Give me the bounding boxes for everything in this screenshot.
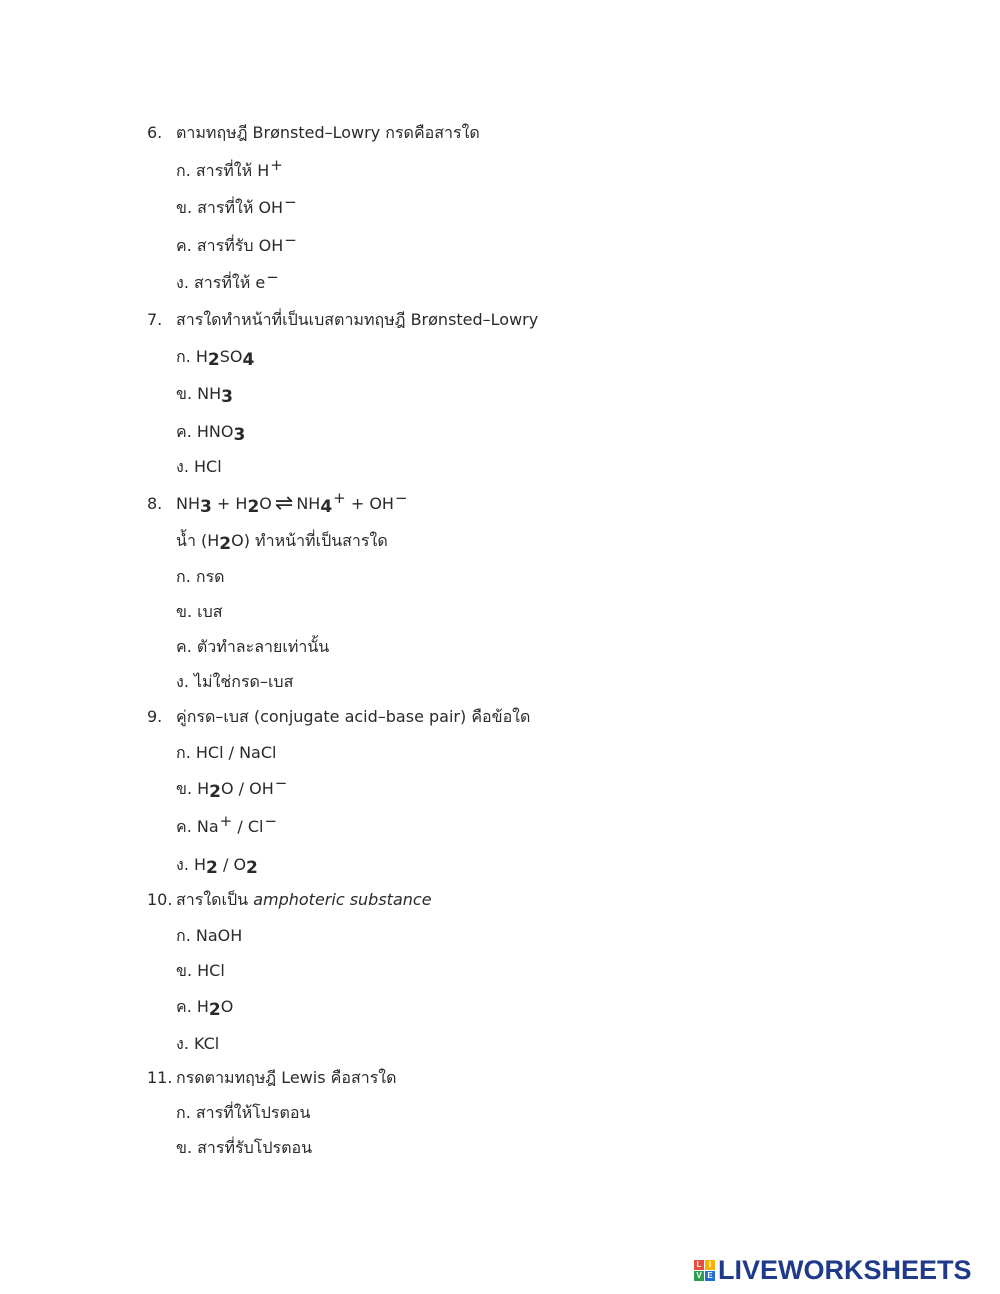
q10-option-a[interactable] (176, 925, 242, 947)
question-8-equation (147, 489, 408, 517)
question-text: คู่กรด–เบส (conjugate acid–base pair) คือข้อใด (176, 707, 531, 726)
superscript: + (270, 156, 283, 174)
option-text: ไม่ใช่กรด–เบส (194, 672, 294, 691)
formula-part: NH (176, 494, 200, 513)
superscript: + (219, 812, 233, 830)
q6-option-b[interactable] (176, 193, 297, 219)
formula-part: NH (197, 384, 222, 403)
subscript: 2 (246, 858, 258, 878)
option-text: สารที่รับโปรตอน (197, 1138, 313, 1157)
question-8-stem (176, 530, 388, 552)
question-number: 8. (147, 494, 163, 513)
q8-option-b[interactable] (176, 601, 223, 623)
q11-option-a[interactable] (176, 1102, 310, 1124)
brand-name: LIVEWORKSHEETS (718, 1254, 972, 1285)
q9-option-b[interactable] (176, 774, 288, 802)
subscript: 2 (209, 782, 221, 802)
option-text: กรด (195, 567, 225, 586)
question-11-stem (147, 1067, 397, 1089)
option-label: ง. (176, 672, 189, 691)
option-label: ก. (176, 743, 191, 762)
question-10-stem (147, 889, 432, 911)
option-text: สารที่ให้ e (194, 273, 266, 292)
superscript: + (333, 489, 346, 507)
option-label: ง. (176, 273, 189, 292)
option-label: ข. (176, 1138, 193, 1157)
option-label: ก. (176, 567, 191, 586)
q6-option-c[interactable] (176, 231, 297, 257)
subscript: 2 (247, 497, 260, 517)
q8-option-a[interactable] (176, 566, 225, 588)
option-text: สารที่รับ OH (196, 236, 284, 255)
option-text: เบส (197, 602, 223, 621)
option-label: ข. (176, 602, 193, 621)
subscript: 2 (206, 858, 218, 878)
subscript: 3 (233, 425, 246, 445)
question-number: 11. (147, 1068, 173, 1087)
option-text: NaOH (195, 926, 243, 945)
option-text: HCl (197, 961, 225, 980)
option-label: ค. (176, 422, 192, 441)
q10-option-d[interactable] (176, 1033, 219, 1055)
logo-mark-icon (694, 1260, 715, 1281)
formula-part: / Cl (232, 817, 264, 836)
option-label: ข. (176, 384, 193, 403)
logo-mark-tile: L (694, 1260, 704, 1270)
formula-part: O (259, 494, 272, 513)
option-label: ค. (176, 236, 192, 255)
q7-option-a[interactable] (176, 346, 254, 368)
formula-part: HCl (194, 457, 222, 476)
subscript: 3 (200, 497, 212, 517)
formula-part: SO (219, 347, 243, 366)
q10-option-b[interactable] (176, 960, 225, 982)
option-label: ก. (176, 347, 191, 366)
q9-option-a[interactable] (176, 742, 276, 764)
q7-option-d[interactable] (176, 456, 222, 478)
subscript: 3 (221, 387, 233, 407)
option-label: ค. (176, 817, 192, 836)
formula-part: O (220, 997, 234, 1016)
superscript: − (264, 812, 278, 830)
formula-part: O / OH (221, 779, 274, 798)
formula-part: H (197, 779, 210, 798)
question-text: กรดตามทฤษฎี Lewis คือสารใด (176, 1068, 397, 1087)
question-text: น้ำ (H (176, 531, 220, 550)
logo-mark-tile: V (694, 1271, 704, 1281)
q6-option-a[interactable] (176, 156, 283, 182)
question-number: 10. (147, 890, 173, 909)
subscript: 2 (219, 534, 232, 554)
option-label: ง. (176, 457, 189, 476)
equilibrium-arrow-icon: ⇌ (274, 491, 294, 516)
superscript: − (394, 489, 408, 507)
question-italic-term: amphoteric substance (253, 890, 432, 909)
subscript: 4 (242, 350, 255, 370)
option-label: ก. (176, 161, 191, 180)
formula-part: H (195, 347, 208, 366)
formula-part: HNO (196, 422, 234, 441)
option-label: ง. (176, 1034, 189, 1053)
logo-mark-tile: E (705, 1271, 715, 1281)
subscript: 2 (207, 350, 220, 370)
subscript: 4 (320, 497, 333, 517)
q11-option-b[interactable] (176, 1137, 312, 1159)
q7-option-b[interactable] (176, 383, 233, 405)
option-label: ข. (176, 961, 193, 980)
q7-option-c[interactable] (176, 421, 245, 443)
q8-option-c[interactable] (176, 636, 329, 658)
superscript: − (266, 268, 279, 286)
question-text: ตามทฤษฎี Brønsted–Lowry กรดคือสารใด (176, 123, 480, 142)
option-label: ค. (176, 637, 192, 656)
question-text: สารใดทำหน้าที่เป็นเบสตามทฤษฎี Brønsted–Lowry (176, 310, 539, 329)
superscript: − (284, 193, 297, 211)
question-number: 9. (147, 707, 163, 726)
option-text: ตัวทำละลายเท่านั้น (196, 637, 330, 656)
formula-part: + OH (345, 494, 394, 513)
formula-part: NH (296, 494, 321, 513)
liveworksheets-logo (694, 1255, 972, 1285)
question-text: O) ทำหน้าที่เป็นสารใด (231, 531, 388, 550)
question-text: สารใดเป็น (176, 890, 249, 909)
option-label: ง. (176, 855, 189, 874)
question-6-stem (147, 122, 480, 144)
q10-option-c[interactable] (176, 996, 233, 1018)
formula-part: + H (211, 494, 248, 513)
option-text: สารที่ให้ H (195, 161, 270, 180)
superscript: − (274, 774, 288, 792)
subscript: 2 (208, 1000, 221, 1020)
formula-part: H (196, 997, 209, 1016)
option-label: ค. (176, 997, 192, 1016)
formula-part: H (194, 855, 207, 874)
formula-part: / O (217, 855, 247, 874)
superscript: − (284, 231, 297, 249)
option-label: ก. (176, 926, 191, 945)
option-text: KCl (194, 1034, 220, 1053)
formula-part: Na (196, 817, 219, 836)
question-number: 7. (147, 310, 163, 329)
q6-option-d[interactable] (176, 268, 279, 294)
option-label: ข. (176, 779, 193, 798)
option-text: HCl / NaCl (195, 743, 277, 762)
option-label: ข. (176, 198, 193, 217)
option-label: ก. (176, 1103, 191, 1122)
option-text: สารที่ให้โปรตอน (195, 1103, 311, 1122)
q9-option-d[interactable] (176, 854, 258, 876)
option-text: สารที่ให้ OH (197, 198, 284, 217)
question-9-stem (147, 706, 530, 728)
q9-option-c[interactable] (176, 812, 278, 838)
question-number: 6. (147, 123, 163, 142)
q8-option-d[interactable] (176, 671, 293, 693)
logo-mark-tile: I (705, 1260, 715, 1270)
question-7-stem (147, 309, 538, 331)
